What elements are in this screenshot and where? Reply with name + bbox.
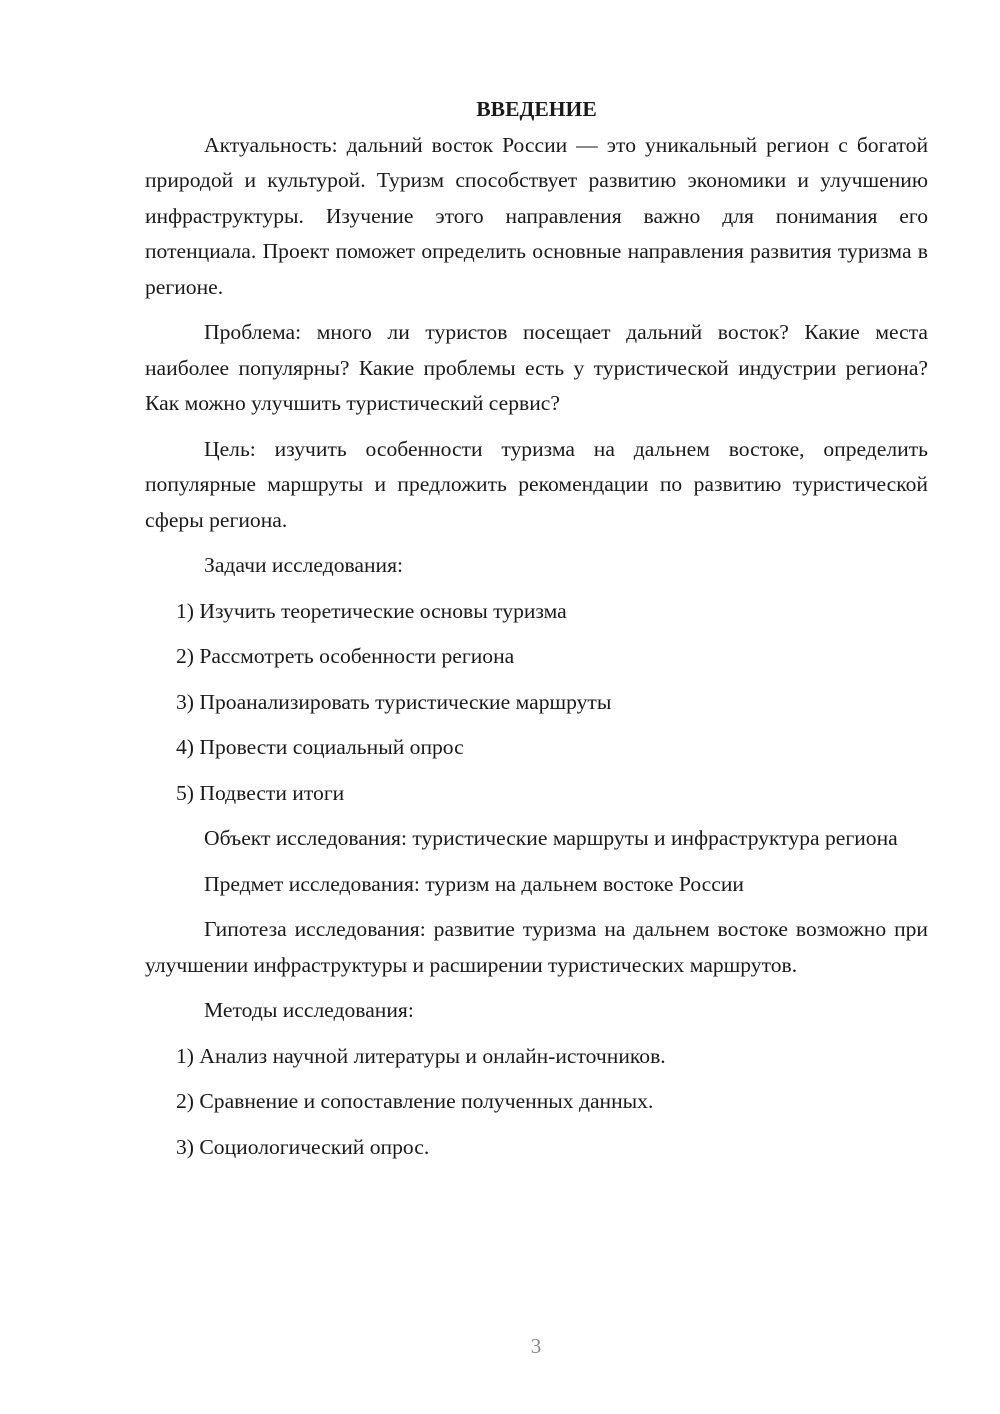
subject-paragraph: Предмет исследования: туризм на дальнем востоке России	[204, 871, 744, 896]
section-title: ВВЕДЕНИЕ	[476, 97, 597, 121]
methods-label: Методы исследования:	[204, 998, 414, 1022]
relevance-paragraph: Актуальность: дальний восток России — это уникальный регион с богатой природой и культурой. Туризм способствует развитию экономики и улучшению инфраструктуры. Изучение этого направления важно для понимания его потенциала. Проект поможет определить основные направления развития туризма в регионе.	[145, 132, 928, 299]
object-paragraph: Объект исследования: туристические маршруты и инфраструктура региона	[204, 826, 898, 850]
list-item: 4) Провести социальный опрос	[176, 735, 464, 759]
hypothesis-paragraph: Гипотеза исследования: развитие туризма на дальнем востоке возможно при улучшении инфраструктуры и расширении туристических маршрутов.	[145, 917, 928, 977]
goal-paragraph: Цель: изучить особенности туризма на дальнем востоке, определить популярные маршруты и предложить рекомендации по развитию туристической сферы региона.	[145, 436, 928, 532]
list-item: 2) Рассмотреть особенности региона	[176, 644, 515, 668]
list-item: 1) Анализ научной литературы и онлайн-источников.	[176, 1043, 666, 1068]
list-item: 5) Подвести итоги	[176, 780, 345, 805]
tasks-list	[145, 594, 928, 812]
methods-list	[145, 1039, 928, 1166]
tasks-label: Задачи исследования:	[204, 553, 404, 577]
page-number: 3	[530, 1334, 542, 1358]
list-item: 1) Изучить теоретические основы туризма	[176, 598, 567, 623]
list-item: 2) Сравнение и сопоставление полученных данных.	[176, 1089, 654, 1113]
problem-paragraph: Проблема: много ли туристов посещает дальний восток? Какие места наиболее популярны? Какие проблемы есть у туристической индустрии региона? Как можно улучшить туристический сервис?	[145, 320, 928, 415]
list-item: 3) Социологический опрос.	[176, 1134, 430, 1159]
document-page	[145, 92, 928, 1175]
list-item: 3) Проанализировать туристические маршруты	[176, 689, 612, 714]
